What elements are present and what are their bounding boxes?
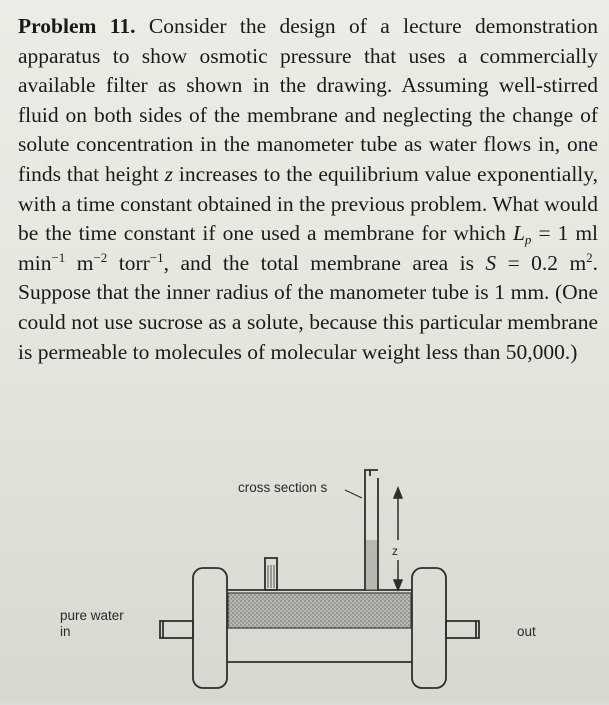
lp-subscript: p [524, 232, 532, 248]
s-exponent: 2 [586, 249, 593, 265]
z-arrow-up-icon [394, 488, 402, 498]
lp-exponent-torr: −1 [149, 249, 164, 265]
lp-exponent-m: −2 [93, 249, 108, 265]
problem-text-part3: , and the total membrane area is [163, 250, 474, 275]
s-equation: = 0.2 m [507, 250, 587, 275]
left-flange [193, 568, 227, 688]
cross-section-label: cross section s [238, 480, 328, 495]
out-label: out [517, 624, 536, 639]
problem-text-part2: increases to the equilibrium value exponentially, with a time constant obtained in the previous problem. What would be the time constant if one used a membrane for which [18, 161, 599, 246]
outlet-pipe [446, 621, 479, 638]
lp-unit-m: m [76, 250, 94, 275]
lp-unit-torr: torr [118, 250, 150, 275]
manometer-fluid [366, 540, 377, 590]
problem-heading: Problem 11. [18, 14, 136, 38]
cross-section-leader [345, 490, 362, 498]
problem-text [18, 12, 598, 367]
z-arrow-down-icon [394, 580, 402, 590]
inlet-pipe [160, 621, 193, 638]
lp-exponent-min: −1 [51, 249, 66, 265]
z-label: z [392, 544, 398, 558]
apparatus-diagram [0, 440, 609, 700]
apparatus-drawing [0, 440, 609, 700]
lp-symbol: L [512, 221, 525, 246]
lp-equation: = 1 ml min [18, 221, 599, 275]
membrane [228, 593, 411, 628]
manometer-top [365, 470, 378, 490]
problem-text-part4: . Suppose that the inner radius of the manometer tube is 1 mm. (One could not use sucrose as a solute, because this particular membrane is permeable to molecules of molecular weight less than 50,000.) [18, 250, 599, 364]
right-flange [412, 568, 446, 688]
problem-text-part1: Consider the design of a lecture demonstration apparatus to show osmotic pressure that uses a commercially available filter as shown in the drawing. Assuming well-stirred fluid on both sides of the membrane and neglecting the change of solute concentration in the manometer tube as water flows in, one finds that height [18, 14, 599, 186]
pure-water-label: pure water [60, 608, 124, 623]
variable-z: z [164, 161, 174, 186]
in-label: in [60, 624, 71, 639]
s-symbol: S [485, 250, 497, 275]
